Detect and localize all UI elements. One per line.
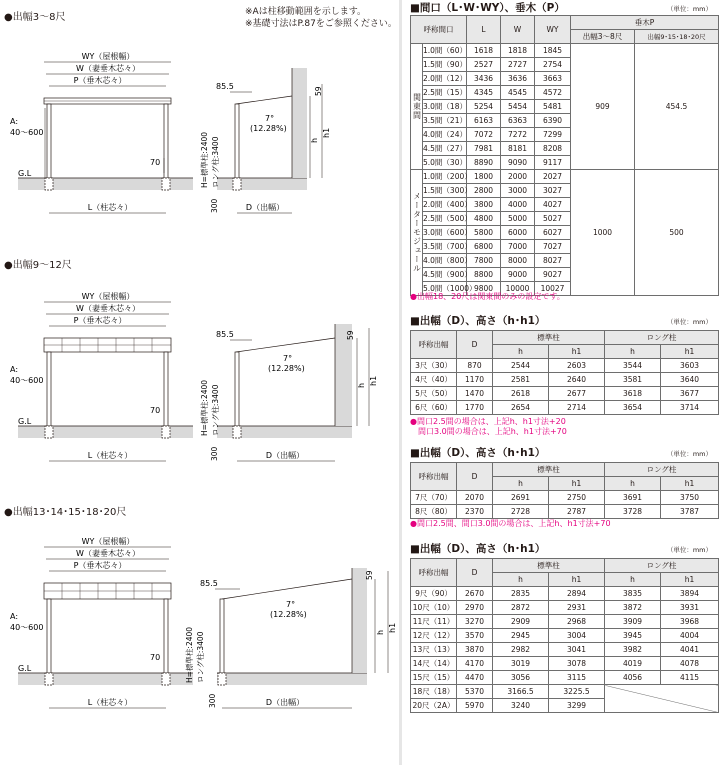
table-cell: 5.0間（1000） — [423, 282, 467, 296]
table-cell: 2945 — [493, 629, 549, 643]
side-elevation — [215, 568, 388, 708]
group-label-kanto: 関東間 — [411, 44, 423, 170]
gl-label: G.L — [18, 664, 32, 673]
table-cell: 4170 — [457, 657, 493, 671]
col-std: 標準柱 — [493, 463, 605, 477]
table-cell: 2894 — [549, 587, 605, 601]
a-label: A: — [10, 117, 19, 126]
table2-unit: （単位：mm） — [666, 318, 712, 326]
table-cell: 3894 — [661, 587, 719, 601]
seventy-label: 70 — [150, 653, 161, 662]
gl-label: G.L — [18, 169, 32, 178]
table-cell: 3654 — [605, 401, 661, 415]
table-cell: 2.0間（400） — [423, 198, 467, 212]
table-cell: 1470 — [457, 387, 493, 401]
table-cell: 8尺（80） — [411, 505, 457, 519]
table-cell: 4000 — [501, 198, 535, 212]
table-cell: 7027 — [535, 240, 571, 254]
table-cell: 6尺（60） — [411, 401, 457, 415]
rafter-p1-meter: 1000 — [571, 170, 635, 296]
table-cell: 2909 — [493, 615, 549, 629]
diagram-13-20 — [0, 523, 400, 753]
table-cell: 3663 — [535, 72, 571, 86]
table-cell: 3640 — [661, 373, 719, 387]
table-cell: 7800 — [467, 254, 501, 268]
table-cell: 20尺（2A） — [411, 699, 457, 713]
p-label: P（垂木芯々） — [73, 316, 127, 325]
table-cell: 3019 — [493, 657, 549, 671]
table-cell: 2970 — [457, 601, 493, 615]
table-cell: 4尺（40） — [411, 373, 457, 387]
table-cell: 2787 — [549, 505, 605, 519]
table-cell: 3004 — [549, 629, 605, 643]
l-label: L（柱芯々） — [87, 203, 133, 212]
table-cell: 8208 — [535, 142, 571, 156]
table-cell: 3056 — [493, 671, 549, 685]
rafter-p2-kanto: 454.5 — [635, 44, 719, 170]
table-cell: 5.0間（30） — [423, 156, 467, 170]
table-cell: 2654 — [493, 401, 549, 415]
table-row — [411, 601, 719, 615]
table3-unit: （単位：mm） — [666, 450, 712, 458]
table-cell: 1800 — [467, 170, 501, 184]
table-cell: 3728 — [605, 505, 661, 519]
col-d: D — [457, 463, 493, 491]
table-cell: 4056 — [605, 671, 661, 685]
col-wy: WY — [535, 16, 571, 44]
table1-note: ●出幅18、20尺は関東間のみの設定です。 — [410, 292, 565, 301]
table-cell: 15尺（15） — [411, 671, 457, 685]
table-cell: 3787 — [661, 505, 719, 519]
table-cell: 3166.5 — [493, 685, 549, 699]
table-cell: 4470 — [457, 671, 493, 685]
p-label: P（垂木芯々） — [73, 561, 127, 570]
col-h: h — [493, 345, 549, 359]
table-row — [411, 387, 719, 401]
table-cell: 7299 — [535, 128, 571, 142]
section-title-2: ●出幅9～12尺 — [4, 260, 72, 271]
table-row — [411, 373, 719, 387]
table-cell: 6390 — [535, 114, 571, 128]
col-w: W — [501, 16, 535, 44]
d300-label: 300 — [208, 693, 217, 708]
depth-table-9-20 — [410, 558, 719, 713]
col-h: h — [605, 573, 661, 587]
table-cell: 2670 — [457, 587, 493, 601]
table-cell: 2800 — [467, 184, 501, 198]
angle-label: 7° — [283, 354, 293, 363]
table-cell: 3027 — [535, 184, 571, 198]
section-title-1: ●出幅3～8尺 — [4, 12, 66, 23]
seventy-label: 70 — [150, 406, 161, 415]
table1-title: ■間口（L･W･WY）、垂木（P） — [410, 2, 565, 14]
table-cell: 3.5間（700） — [423, 240, 467, 254]
table-cell: 2070 — [457, 491, 493, 505]
table-row — [411, 505, 719, 519]
table-cell: 3078 — [549, 657, 605, 671]
table-cell: 5481 — [535, 100, 571, 114]
table4-unit: （単位：mm） — [666, 546, 712, 554]
col-h: h — [493, 573, 549, 587]
h-std-label: H=標準柱:2400 — [185, 626, 194, 683]
table-cell: 2982 — [493, 643, 549, 657]
h-label: h — [357, 382, 366, 388]
table-cell: 7272 — [501, 128, 535, 142]
table-cell: 4027 — [535, 198, 571, 212]
table-cell: 3115 — [549, 671, 605, 685]
h1-label: h1 — [388, 622, 397, 633]
angle-pct-label: (12.28%) — [268, 364, 305, 373]
empty-cell — [605, 685, 719, 713]
table-cell: 5454 — [501, 100, 535, 114]
d-label: D（出幅） — [245, 203, 285, 212]
table-cell: 2677 — [549, 387, 605, 401]
table-cell: 9800 — [467, 282, 501, 296]
table-cell: 1.0間（60） — [423, 44, 467, 58]
table-cell: 2603 — [549, 359, 605, 373]
table-cell: 7000 — [501, 240, 535, 254]
table-cell: 2714 — [549, 401, 605, 415]
table-cell: 5370 — [457, 685, 493, 699]
table-cell: 1170 — [457, 373, 493, 387]
table-cell: 4004 — [661, 629, 719, 643]
a-range-label: 40～600 — [10, 128, 44, 137]
table-cell: 11尺（11） — [411, 615, 457, 629]
table-cell: 2835 — [493, 587, 549, 601]
table-cell: 3909 — [605, 615, 661, 629]
table-cell: 10尺（10） — [411, 601, 457, 615]
h-label: h — [376, 629, 385, 635]
table-cell: 8027 — [535, 254, 571, 268]
table-cell: 3870 — [457, 643, 493, 657]
table-cell: 3225.5 — [549, 685, 605, 699]
table-row — [411, 170, 719, 184]
table-cell: 3299 — [549, 699, 605, 713]
depth-table-3-6 — [410, 330, 719, 415]
table-cell: 3677 — [661, 387, 719, 401]
table-cell: 9000 — [501, 268, 535, 282]
table-cell: 7981 — [467, 142, 501, 156]
table-cell: 9090 — [501, 156, 535, 170]
table-cell: 3603 — [661, 359, 719, 373]
table-row — [411, 657, 719, 671]
table-cell: 5254 — [467, 100, 501, 114]
table-cell: 2691 — [493, 491, 549, 505]
col-h1: h1 — [661, 345, 719, 359]
table-cell: 9117 — [535, 156, 571, 170]
rafter-p1-kanto: 909 — [571, 44, 635, 170]
table-cell: 8181 — [501, 142, 535, 156]
col-name: 呼称出幅 — [411, 331, 457, 359]
table-cell: 2.5間（500） — [423, 212, 467, 226]
w-label: W（妻垂木芯々） — [76, 64, 140, 73]
wy-label: WY（屋根幅） — [81, 292, 135, 301]
table-row — [411, 685, 719, 699]
col-p2: 出幅9･15･18･20尺 — [635, 30, 719, 44]
angle-pct-label: (12.28%) — [250, 124, 287, 133]
table-cell: 2750 — [549, 491, 605, 505]
table-cell: 3945 — [605, 629, 661, 643]
table-cell: 8000 — [501, 254, 535, 268]
table-cell: 4545 — [501, 86, 535, 100]
table-cell: 4041 — [661, 643, 719, 657]
table-cell: 6027 — [535, 226, 571, 240]
table-cell: 1.5間（90） — [423, 58, 467, 72]
d300-label: 300 — [210, 198, 219, 213]
table3-title: ■出幅（D）、高さ（h･h1） — [410, 447, 546, 459]
table-cell: 6163 — [467, 114, 501, 128]
col-l: L — [467, 16, 501, 44]
l-label: L（柱芯々） — [87, 451, 133, 460]
col-name: 呼称出幅 — [411, 559, 457, 587]
table-cell: 14尺（14） — [411, 657, 457, 671]
table-cell: 3714 — [661, 401, 719, 415]
front-elevation — [18, 302, 193, 461]
table-cell: 5027 — [535, 212, 571, 226]
table-cell: 3000 — [501, 184, 535, 198]
table1-unit: （単位：mm） — [666, 5, 712, 13]
table-cell: 9027 — [535, 268, 571, 282]
depth-table-7-8 — [410, 462, 719, 519]
col-std: 標準柱 — [493, 559, 605, 573]
a-range-label: 40～600 — [10, 376, 44, 385]
note-foundation: ※基礎寸法はP.87をご参照ください。 — [245, 19, 397, 29]
w-label: W（妻垂木芯々） — [76, 304, 140, 313]
table-cell: 2.0間（12） — [423, 72, 467, 86]
table-cell: 5尺（50） — [411, 387, 457, 401]
table-row — [411, 491, 719, 505]
d59-label: 59 — [346, 330, 355, 340]
table-cell: 4800 — [467, 212, 501, 226]
table-cell: 3618 — [605, 387, 661, 401]
table2-title: ■出幅（D）、高さ（h･h1） — [410, 315, 546, 327]
table3-note1: ●間口2.5間、間口3.0間の場合は、上記h、h1寸法+70 — [410, 519, 611, 528]
table-cell: 1845 — [535, 44, 571, 58]
table-row — [411, 359, 719, 373]
col-name: 呼称出幅 — [411, 463, 457, 491]
table-cell: 3968 — [661, 615, 719, 629]
h-long-label: ロング柱:3400 — [211, 384, 220, 436]
l-label: L（柱芯々） — [87, 698, 133, 707]
col-h1: h1 — [661, 573, 719, 587]
table-cell: 5970 — [457, 699, 493, 713]
table-row — [411, 44, 719, 58]
w-label: W（妻垂木芯々） — [76, 549, 140, 558]
h-label: h — [310, 137, 319, 143]
h-std-label: H=標準柱:2400 — [200, 379, 209, 436]
table-cell: 10027 — [535, 282, 571, 296]
d300-label: 300 — [210, 446, 219, 461]
table-cell: 870 — [457, 359, 493, 373]
table-cell: 3.0間（18） — [423, 100, 467, 114]
table-cell: 3240 — [493, 699, 549, 713]
table-cell: 2370 — [457, 505, 493, 519]
d59-label: 59 — [314, 86, 323, 96]
col-long: ロング柱 — [605, 559, 719, 573]
diagram-3-8 — [0, 28, 400, 253]
table-cell: 5000 — [501, 212, 535, 226]
table-cell: 2727 — [501, 58, 535, 72]
table-cell: 13尺（13） — [411, 643, 457, 657]
col-p1: 出幅3～8尺 — [571, 30, 635, 44]
table-cell: 4.0間（800） — [423, 254, 467, 268]
col-name: 呼称間口 — [411, 16, 467, 44]
col-d: D — [457, 559, 493, 587]
table-cell: 4115 — [661, 671, 719, 685]
diagram-9-12 — [0, 276, 400, 501]
h-long-label: ロング柱:3400 — [196, 631, 205, 683]
h-long-label: ロング柱:3400 — [211, 136, 220, 188]
table-cell: 3691 — [605, 491, 661, 505]
table-cell: 3.5間（21） — [423, 114, 467, 128]
col-h1: h1 — [661, 477, 719, 491]
a-label: A: — [10, 365, 19, 374]
side-elevation — [217, 324, 369, 461]
table-cell: 3872 — [605, 601, 661, 615]
table-cell: 6000 — [501, 226, 535, 240]
table-cell: 9尺（90） — [411, 587, 457, 601]
col-long: ロング柱 — [605, 331, 719, 345]
table-cell: 2728 — [493, 505, 549, 519]
table-cell: 8800 — [467, 268, 501, 282]
table-row — [411, 615, 719, 629]
table-cell: 6363 — [501, 114, 535, 128]
d59-label: 59 — [365, 570, 374, 580]
angle-pct-label: (12.28%) — [270, 610, 307, 619]
table-cell: 2640 — [549, 373, 605, 387]
table-cell: 3931 — [661, 601, 719, 615]
table-cell: 12尺（12） — [411, 629, 457, 643]
table-cell: 1618 — [467, 44, 501, 58]
table-cell: 2.5間（15） — [423, 86, 467, 100]
wy-label: WY（屋根幅） — [81, 537, 135, 546]
table-cell: 3750 — [661, 491, 719, 505]
table-cell: 3436 — [467, 72, 501, 86]
table-cell: 4.0間（24） — [423, 128, 467, 142]
table-cell: 2544 — [493, 359, 549, 373]
table-cell: 1.5間（300） — [423, 184, 467, 198]
table-cell: 7072 — [467, 128, 501, 142]
table-cell: 1770 — [457, 401, 493, 415]
table-cell: 4.5間（27） — [423, 142, 467, 156]
table-cell: 2027 — [535, 170, 571, 184]
table-cell: 18尺（18） — [411, 685, 457, 699]
section-title-3: ●出幅13･14･15･18･20尺 — [4, 507, 127, 518]
table-cell: 2527 — [467, 58, 501, 72]
d-label: D（出幅） — [265, 451, 305, 460]
h1-label: h1 — [322, 127, 331, 138]
note-a-range: ※Aは柱移動範囲を示します。 — [245, 7, 366, 17]
table-cell: 4019 — [605, 657, 661, 671]
table-cell: 4.5間（900） — [423, 268, 467, 282]
table-cell: 4345 — [467, 86, 501, 100]
group-label-meter: メーターモジュール — [411, 170, 423, 296]
p-label: P（垂木芯々） — [73, 76, 127, 85]
table-cell: 5800 — [467, 226, 501, 240]
table-cell: 8890 — [467, 156, 501, 170]
table-cell: 10000 — [501, 282, 535, 296]
col-p: 垂木P — [571, 16, 719, 30]
table-row — [411, 629, 719, 643]
table-cell: 2968 — [549, 615, 605, 629]
col-h: h — [493, 477, 549, 491]
col-h1: h1 — [549, 573, 605, 587]
col-h1: h1 — [549, 345, 605, 359]
table-cell: 2618 — [493, 387, 549, 401]
table-cell: 3570 — [457, 629, 493, 643]
h-std-label: H=標準柱:2400 — [200, 131, 209, 188]
table-cell: 6800 — [467, 240, 501, 254]
front-elevation — [18, 547, 193, 708]
table-cell: 3544 — [605, 359, 661, 373]
table-cell: 1.0間（200） — [423, 170, 467, 184]
tables-panel — [402, 0, 722, 765]
d855-label: 85.5 — [216, 330, 234, 339]
a-range-label: 40～600 — [10, 623, 44, 632]
table-cell: 3270 — [457, 615, 493, 629]
table-cell: 2931 — [549, 601, 605, 615]
angle-label: 7° — [286, 600, 296, 609]
d855-label: 85.5 — [216, 82, 234, 91]
table-row — [411, 671, 719, 685]
a-label: A: — [10, 612, 19, 621]
d-label: D（出幅） — [265, 698, 305, 707]
col-h1: h1 — [549, 477, 605, 491]
table2-note2: 間口3.0間の場合は、上記h、h1寸法+70 — [410, 427, 567, 436]
table-row — [411, 401, 719, 415]
frontage-table — [410, 15, 719, 296]
col-std: 標準柱 — [493, 331, 605, 345]
col-long: ロング柱 — [605, 463, 719, 477]
col-d: D — [457, 331, 493, 359]
col-h: h — [605, 345, 661, 359]
table-cell: 3041 — [549, 643, 605, 657]
table-cell: 3尺（30） — [411, 359, 457, 373]
col-h: h — [605, 477, 661, 491]
gl-label: G.L — [18, 417, 32, 426]
table-row — [411, 587, 719, 601]
angle-label: 7° — [265, 114, 275, 123]
h1-label: h1 — [369, 375, 378, 386]
table-row — [411, 643, 719, 657]
table-cell: 2581 — [493, 373, 549, 387]
table-cell: 2754 — [535, 58, 571, 72]
table2-note1: ●間口2.5間の場合は、上記h、h1寸法+20 — [410, 417, 566, 426]
table-cell: 4078 — [661, 657, 719, 671]
table-cell: 3636 — [501, 72, 535, 86]
wy-label: WY（屋根幅） — [81, 52, 135, 61]
d855-label: 85.5 — [200, 579, 218, 588]
table-cell: 3800 — [467, 198, 501, 212]
table-cell: 3982 — [605, 643, 661, 657]
table4-title: ■出幅（D）、高さ（h･h1） — [410, 543, 546, 555]
table-cell: 7尺（70） — [411, 491, 457, 505]
table-cell: 3835 — [605, 587, 661, 601]
seventy-label: 70 — [150, 158, 161, 167]
table-cell: 2872 — [493, 601, 549, 615]
table-cell: 2000 — [501, 170, 535, 184]
table-cell: 3581 — [605, 373, 661, 387]
table-cell: 1818 — [501, 44, 535, 58]
rafter-p2-meter: 500 — [635, 170, 719, 296]
table-cell: 4572 — [535, 86, 571, 100]
table-cell: 3.0間（600） — [423, 226, 467, 240]
